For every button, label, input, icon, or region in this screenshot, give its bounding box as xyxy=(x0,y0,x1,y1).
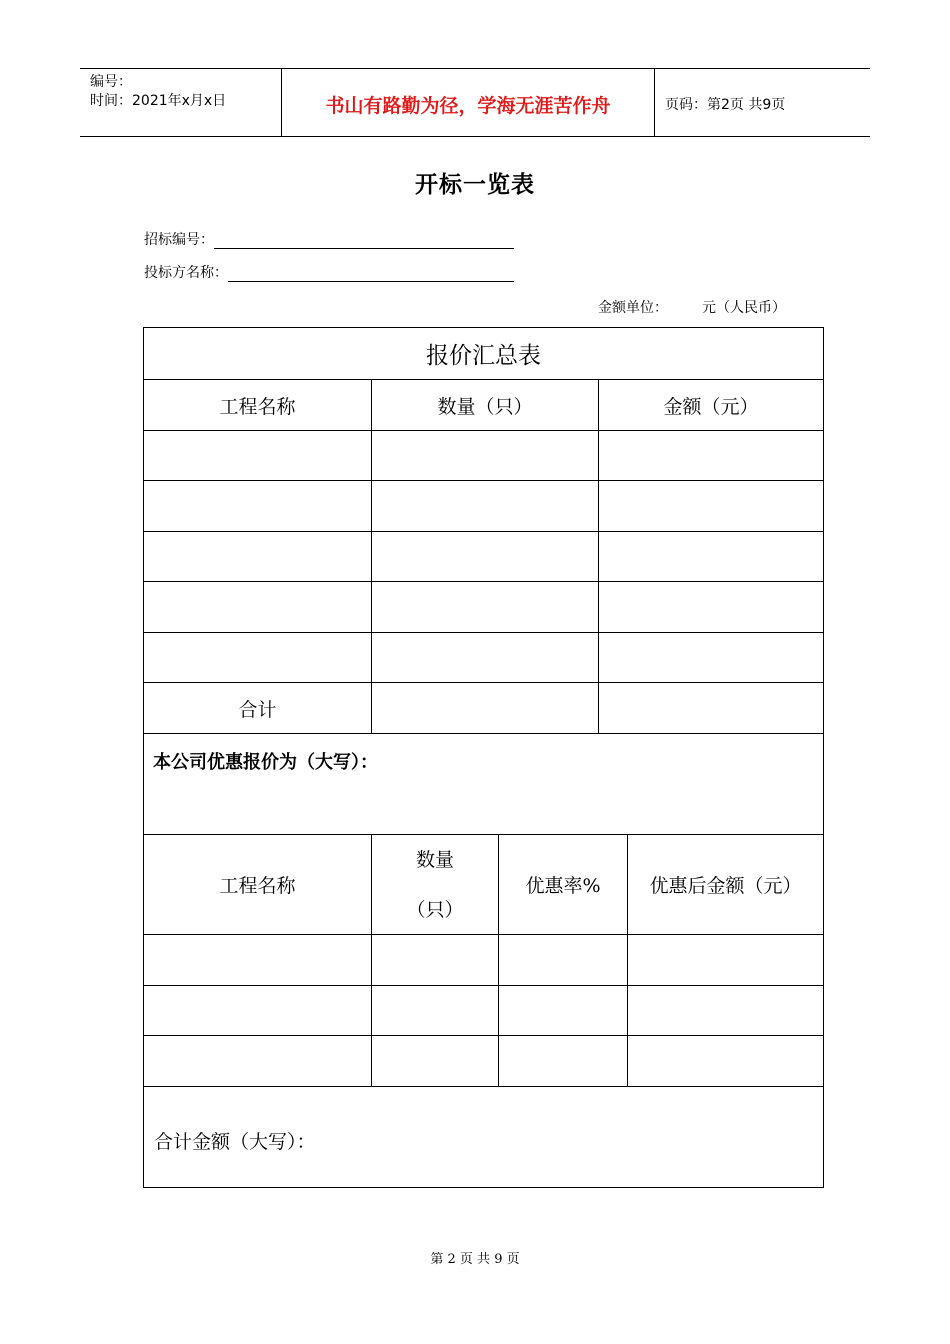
table-column-divider xyxy=(598,380,599,733)
bidder-name-label: 投标方名称： xyxy=(144,265,228,281)
table-row-divider xyxy=(144,1035,823,1036)
quantity-label: 数量 xyxy=(415,848,454,871)
column-header-amount: 金额（元） xyxy=(663,395,759,418)
table-column-divider xyxy=(498,835,499,1086)
column-header-quantity: 数量（只） xyxy=(437,395,533,418)
table-row-divider xyxy=(144,430,823,431)
bidder-name-blank[interactable] xyxy=(228,267,514,282)
bid-number-field xyxy=(144,229,514,249)
discount-column-header-discounted-amount: 优惠后金额（元） xyxy=(649,875,802,897)
table-column-divider xyxy=(371,835,372,1086)
discount-column-header-project-name: 工程名称 xyxy=(219,875,296,897)
table-row-divider xyxy=(144,581,823,582)
header-motto: 书山有路勤为径，学海无涯苦作舟 xyxy=(325,95,611,117)
summary-table-title: 报价汇总表 xyxy=(426,343,541,369)
time-label: 时间：2021年x月x日 xyxy=(90,93,227,109)
summary-total-label: 合计 xyxy=(238,698,277,721)
bidder-name-field xyxy=(144,262,514,282)
grand-total-label: 合计金额（大写）： xyxy=(154,1131,316,1153)
quantity-unit-label: （只） xyxy=(406,898,464,921)
page-footer: 第 2 页 共 9 页 xyxy=(430,1252,520,1267)
currency-unit-label: 金额单位： xyxy=(598,300,668,316)
table-column-divider xyxy=(627,835,628,1086)
bid-number-label: 招标编号： xyxy=(144,232,214,248)
table-row-divider xyxy=(144,985,823,986)
currency-unit-value: 元（人民币） xyxy=(702,300,786,316)
table-row-divider xyxy=(144,632,823,633)
discount-statement-label: 本公司优惠报价为（大写）： xyxy=(153,752,378,773)
table-row-divider xyxy=(144,480,823,481)
number-label: 编号： xyxy=(90,74,132,90)
currency-unit xyxy=(598,297,786,317)
bid-number-blank[interactable] xyxy=(214,234,514,249)
table-row-divider xyxy=(144,733,823,734)
page-title: 开标一览表 xyxy=(415,171,535,198)
table-row-divider xyxy=(144,934,823,935)
bid-summary-table xyxy=(143,327,824,1188)
header-meta xyxy=(90,73,226,111)
discount-column-header-rate: 优惠率% xyxy=(525,875,601,897)
header-divider xyxy=(654,69,655,136)
column-header-project-name: 工程名称 xyxy=(219,395,296,418)
table-row-divider xyxy=(144,531,823,532)
table-column-divider xyxy=(371,380,372,733)
table-row-divider xyxy=(144,1086,823,1087)
page-info: 页码：第2页 共9页 xyxy=(665,97,786,113)
page-header xyxy=(80,68,870,137)
discount-column-header-quantity xyxy=(372,835,498,934)
